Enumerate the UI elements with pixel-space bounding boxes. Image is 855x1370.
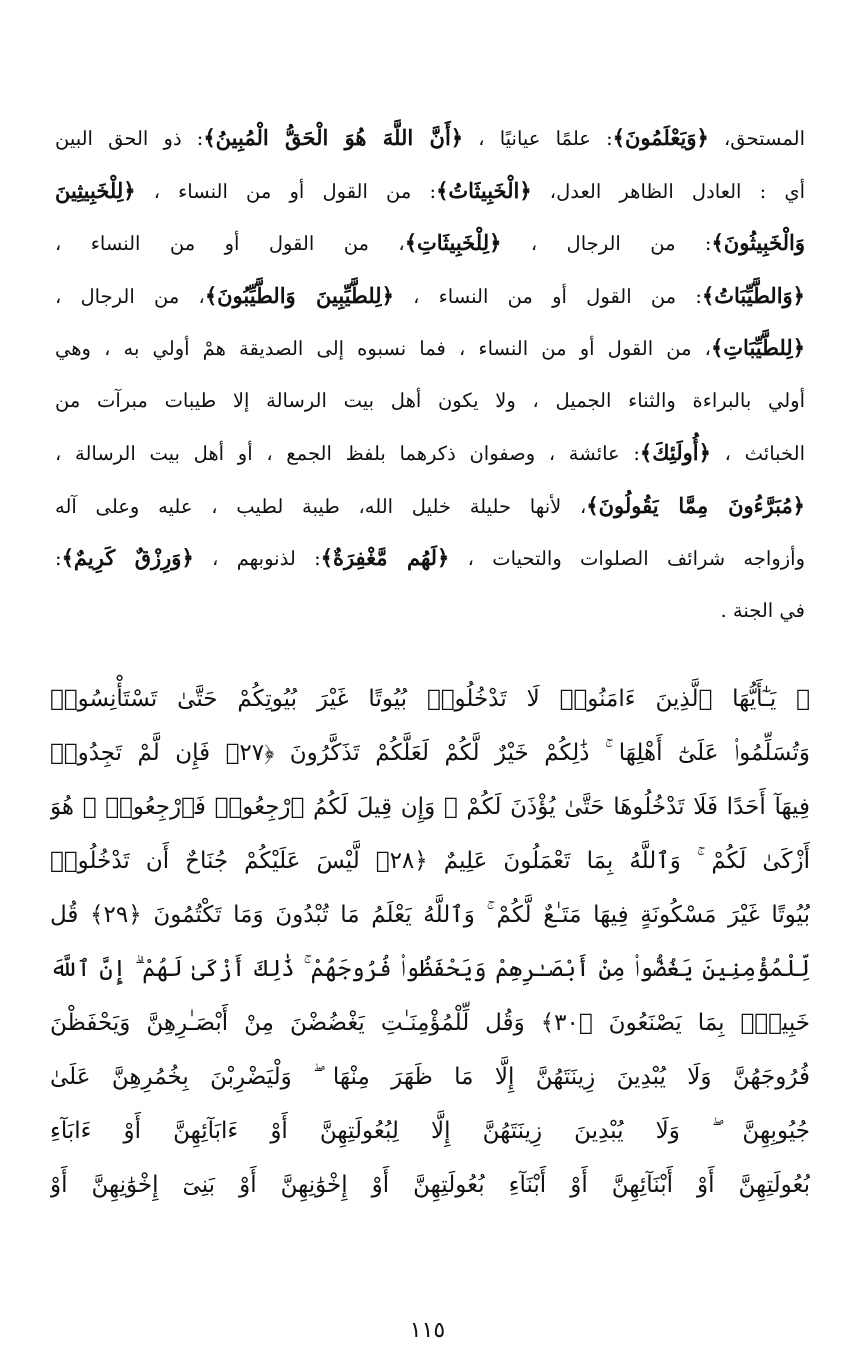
commentary-segment: أي : العادل الظاهر العدل، [531, 179, 805, 203]
commentary-segment: : لذنوبهم ، [193, 547, 321, 570]
quoted-phrase: ﴿وَرِزْقٌ كَرِيمٌ﴾ [61, 545, 194, 570]
commentary-segment: : [55, 547, 62, 570]
quran-line: لِّلْمُؤْمِنِينَ يَغُضُّوا۟ مِنْ أَبْصَـٰرِهِمْ وَيَحْفَظُوا۟ فُرُوجَهُمْ ۚ ذَٰلِكَ أَزْكَىٰ لَهُمْ ۗ إِنَّ ٱللَّهَ [50, 956, 810, 982]
quoted-phrase: ﴿أَنَّ اللَّهَ هُوَ الْحَقُّ الْمُبِينُ﴾ [203, 125, 464, 150]
commentary-segment: الخبائث ، [710, 442, 805, 465]
quran-line: ﴿ يَـٰٓأَيُّهَا ٱلَّذِينَ ءَامَنُوا۟ لَا تَدْخُلُوا۟ بُيُوتًا غَيْرَ بُيُوتِكُمْ حَتَّىٰ تَسْتَأْنِسُوا۟ [50, 686, 810, 712]
commentary-segment: : من القول أو من النساء ، [135, 179, 437, 203]
commentary-line [55, 112, 805, 165]
commentary-segment: ، من القول أو من النساء ، [55, 232, 405, 255]
quran-line: جُيُوبِهِنَّ ۖ وَلَا يُبْدِينَ زِينَتَهُنَّ إِلَّا لِبُعُولَتِهِنَّ أَوْ ءَابَآئِهِنَّ أَوْ ءَابَآءِ [50, 1118, 810, 1144]
commentary-segment: ، لأنها حليلة خليل الله، طيبة لطيب ، عليه وعلى آله [55, 494, 587, 518]
quran-line: فُرُوجَهُنَّ وَلَا يُبْدِينَ زِينَتَهُنَّ إِلَّا مَا ظَهَرَ مِنْهَا ۖ وَلْيَضْرِبْنَ بِخُمُرِهِنَّ عَلَىٰ [50, 1064, 810, 1090]
commentary-segment: : من القول أو من النساء ، [393, 284, 702, 308]
commentary-segment: : ذو الحق البين [55, 127, 204, 150]
commentary-line [55, 217, 805, 270]
quran-line: فِيهَآ أَحَدًا فَلَا تَدْخُلُوهَا حَتَّىٰ يُؤْذَنَ لَكُمْ ۖ وَإِن قِيلَ لَكُمُ ٱرْجِعُوا۟ فَٱرْجِعُوا۟ ۖ هُوَ [50, 794, 810, 820]
commentary-line [55, 375, 805, 428]
commentary-segment: ، من الرجال ، [55, 284, 205, 308]
quran-line: بُيُوتًا غَيْرَ مَسْكُونَةٍ فِيهَا مَتَـٰعٌ لَّكُمْ ۚ وَٱللَّهُ يَعْلَمُ مَا تُبْدُونَ وَمَا تَكْتُمُونَ ﴿٢٩﴾ قُل [50, 902, 810, 928]
commentary-line [55, 532, 805, 585]
commentary-segment: أولي بالبراءة والثناء الجميل ، ولا يكون أهل بيت الرسالة إلا طيبات مبرآت من [55, 388, 805, 412]
quoted-phrase: ﴿أُولَئِكَ﴾ [639, 440, 711, 465]
commentary-line [55, 585, 805, 638]
commentary-segment: ، من القول أو من النساء ، فما نسبوه إلى الصديقة همْ أولي به ، وهي [55, 337, 711, 360]
commentary-line [55, 480, 805, 533]
quoted-phrase: ﴿وَالطَّيِّبَاتُ﴾ [701, 282, 805, 308]
commentary-line [55, 427, 805, 480]
quoted-phrase: وَالْخَبِيثُونَ﴾ [711, 230, 805, 255]
quoted-phrase: ﴿لِلْخَبِيثَاتِ﴾ [404, 230, 502, 255]
commentary-segment: : عائشة ، وصفوان ذكرهما بلفظ الجمع ، أو أهل بيت الرسالة ، [55, 442, 640, 465]
commentary-text [55, 112, 805, 637]
commentary-segment: المستحق، [708, 127, 805, 150]
quran-line: خَبِيرٌۢ بِمَا يَصْنَعُونَ ﴿٣٠﴾ وَقُل لِّلْمُؤْمِنَـٰتِ يَغْضُضْنَ مِنْ أَبْصَـٰرِهِنَّ وَيَحْفَظْنَ [50, 1010, 810, 1036]
quran-line: أَزْكَىٰ لَكُمْ ۚ وَٱللَّهُ بِمَا تَعْمَلُونَ عَلِيمٌ ﴿٢٨﴾ لَّيْسَ عَلَيْكُمْ جُنَاحٌ أَن تَدْخُلُوا۟ [50, 848, 810, 874]
commentary-line [55, 165, 805, 218]
commentary-segment: وأزواجه شرائف الصلوات والتحيات ، [449, 547, 805, 570]
quoted-phrase: ﴿لِلْخَبِيثِينَ [55, 177, 136, 203]
quoted-phrase: ﴿لِلطَّيِّبِينَ وَالطَّيِّبُونَ﴾ [204, 282, 394, 308]
quoted-phrase: ﴿وَيَعْلَمُونَ﴾ [612, 125, 709, 150]
quoted-phrase: ﴿مُبَرَّءُونَ مِمَّا يَقُولُونَ﴾ [586, 492, 805, 518]
commentary-line [55, 270, 805, 323]
commentary-segment: : علمًا عيانيًا ، [463, 127, 613, 150]
quoted-phrase: ﴿لِلطَّيِّبَاتِ﴾ [710, 335, 805, 360]
page-number: ١١٥ [409, 1318, 446, 1343]
quran-line: بُعُولَتِهِنَّ أَوْ أَبْنَآئِهِنَّ أَوْ أَبْنَآءِ بُعُولَتِهِنَّ أَوْ إِخْوَٰنِهِنَّ أَوْ بَنِىٓ إِخْوَٰنِهِنَّ أَوْ [50, 1172, 810, 1198]
quran-verses [50, 672, 810, 1212]
quran-line: وَتُسَلِّمُوا۟ عَلَىٰٓ أَهْلِهَا ۚ ذَٰلِكُمْ خَيْرٌ لَّكُمْ لَعَلَّكُمْ تَذَكَّرُونَ ﴿٢٧﴾ فَإِن لَّمْ تَجِدُوا۟ [50, 740, 810, 766]
commentary-segment: في الجنة . [720, 598, 805, 622]
quoted-phrase: ﴿الْخَبِيثَاتُ﴾ [436, 177, 532, 203]
commentary-segment: : من الرجال ، [501, 232, 712, 255]
quoted-phrase: ﴿لَهُم مَّغْفِرَةٌ﴾ [320, 545, 450, 570]
commentary-line [55, 322, 805, 375]
